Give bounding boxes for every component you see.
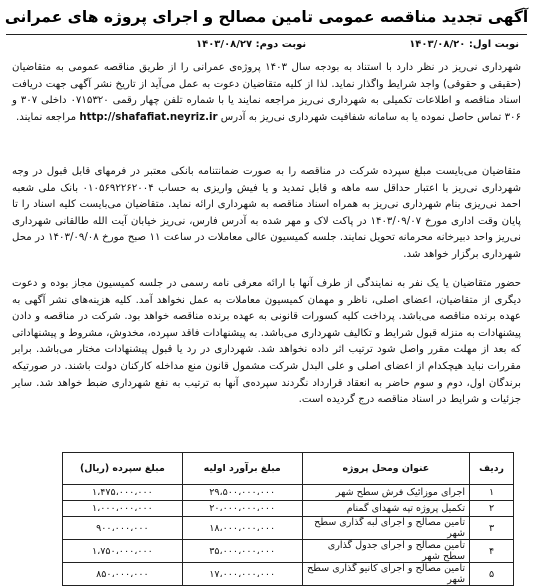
conditions-paragraph: حضور متقاضیان یا یک نفر به نمایندگی از طرف آنها با ارائه معرفی نامه رسمی در جلسه کمیسیون مجاز بوده و دعوت دیگری از متقاضیان، اعضای اصلی، ناظر و مهمان کمیسیون معاملات به عمل نخواهد آمد. کلیه هزینه‌های نشر آگهی به عهده برنده مناقصه می‌باشد. پرداخت کلیه کسورات قانونی به عهده برنده مناقصه خواهد بود. شرکت در مناقصه و دادن پیشنهادات به منزله قبول شرایط و تکالیف شهرداری می‌باشد. به پیشنهادات فاقد سپرده، مخدوش، مشروط و پیشنهاداتی که بعد از مهلت مقرر واصل شود ترتیب اثر داده نخواهد شد. شهرداری در رد یا قبول پیشنهادات مختار می‌باشد. برابر مقررات نباید هیچکدام از اعضای اصلی و علی البدل شرکت مشمول قانون منع مداخله کارکنان دولت باشند. در صورتیکه برندگان اول، دوم و سوم حاضر به انعقاد قرارداد نگردند سپرده‌ی آنها به ترتیب به نفع شهرداری ضبط خواهد شد. سایر جزئیات و شرایط در اسناد مناقصه درج گردیده است. [12, 278, 521, 406]
intro-paragraph [12, 60, 521, 126]
deposit-amount: ۱،۴۷۵،۰۰۰،۰۰۰ [63, 485, 183, 501]
row-number: ۲ [470, 501, 514, 517]
project-title: تامین مصالح و اجرای کانیو گذاری سطح شهر [302, 563, 469, 586]
header-row-number: ردیف [470, 453, 514, 485]
projects-table [62, 452, 514, 586]
table-row [63, 517, 514, 540]
project-title: تامین مصالح و اجرای جدول گذاری سطح شهر [302, 540, 469, 563]
initial-estimate: ۱۸،۰۰۰،۰۰۰،۰۰۰ [182, 517, 302, 540]
initial-estimate: ۲۰،۰۰۰،۰۰۰،۰۰۰ [182, 501, 302, 517]
deposit-paragraph: متقاضیان می‌بایست مبلغ سپرده شرکت در مناقصه را به صورت ضمانتنامه بانکی معتبر در فرمهای قابل قبول در وجه شهرداری نی‌ریز با اعتبار حداقل سه ماهه و قابل تمدید و یا فیش واریزی به حساب ۰۱۰۵۶۹۲۲۶۲۰۰۴ بانک ملی شعبه احمد نی‌ریزی بنام شهرداری نی‌ریز به همراه اسناد مناقصه به شهرداری ارائه نماید. متقاضیان می‌بایست کلیه اسناد را تا پایان وقت اداری مورخ ۱۴۰۳/۰۹/۰۷ در پاکت لاک و مهر شده به آدرس فارس، نی‌ریز خیابان آیت الله طالقانی شهرداری نی‌ریز واحد دبیرخانه محرمانه تحویل نمایند. جلسه کمیسیون عالی معاملات در ساعت ۱۱ صبح مورخ ۱۴۰۳/۰۹/۰۸ در محل شهرداری برگزار خواهد شد. [12, 166, 521, 260]
title-divider [6, 34, 527, 35]
deposit-amount: ۹۰۰،۰۰۰،۰۰۰ [63, 517, 183, 540]
deposit-amount: ۸۵۰،۰۰۰،۰۰۰ [63, 563, 183, 586]
table-row [63, 501, 514, 517]
header-initial-estimate: مبلغ برآورد اولیه [182, 453, 302, 485]
transparency-url-link[interactable]: http://shafafiat.neyriz.ir [79, 111, 218, 123]
second-publication-date: نوبت دوم: ۱۴۰۳/۰۸/۲۷ [196, 39, 307, 50]
header-project-title: عنوان ومحل پروژه [302, 453, 469, 485]
notice-header [0, 0, 533, 34]
project-title: تامین مصالح و اجرای لبه گذاری سطح شهر [302, 517, 469, 540]
initial-estimate: ۳۵،۰۰۰،۰۰۰،۰۰۰ [182, 540, 302, 563]
row-number: ۳ [470, 517, 514, 540]
deposit-amount: ۱،۷۵۰،۰۰۰،۰۰۰ [63, 540, 183, 563]
notice-title: آگهی تجدید مناقصه عمومی تامین مصالح و اجرای پروژه های عمرانی [4, 8, 529, 26]
row-number: ۱ [470, 485, 514, 501]
deposit-amount: ۱،۰۰۰،۰۰۰،۰۰۰ [63, 501, 183, 517]
row-number: ۴ [470, 540, 514, 563]
initial-estimate: ۱۷،۰۰۰،۰۰۰،۰۰۰ [182, 563, 302, 586]
table-row [63, 485, 514, 501]
table-header-row [63, 453, 514, 485]
project-title: اجرای موزائیک فرش سطح شهر [302, 485, 469, 501]
project-title: تکمیل پروژه تپه شهدای گمنام [302, 501, 469, 517]
table-row [63, 563, 514, 586]
header-deposit-amount: مبلغ سپرده (ریال) [63, 453, 183, 485]
publication-dates [0, 39, 533, 57]
table-row [63, 540, 514, 563]
initial-estimate: ۲۹،۵۰۰،۰۰۰،۰۰۰ [182, 485, 302, 501]
intro-text-end: مراجعه نمایند. [15, 111, 77, 123]
first-publication-date: نوبت اول: ۱۴۰۳/۰۸/۲۰ [409, 39, 519, 50]
row-number: ۵ [470, 563, 514, 586]
intro-text: شهرداری نی‌ریز در نظر دارد با استناد به بودجه سال ۱۴۰۳ پروژه‌ی عمرانی را از طریق مناقصه عمومی به متقاضیان (حقیقی و حقوقی) واجد شرایط واگذار نماید. لذا از کلیه متقاضیان دعوت به عمل می‌آید از تاریخ نشر آگهی جهت دریافت اسناد مناقصه و اطلاعات تکمیلی به شهرداری نی‌ریز مراجعه نمایند یا با شماره تلفن چهار رقمی ۰۷۱۵۳۲۰ داخلی ۳۰۷ و ۳۰۶ تماس حاصل نموده یا به سامانه شفافیت شهرداری نی‌ریز به آدرس [12, 62, 522, 123]
